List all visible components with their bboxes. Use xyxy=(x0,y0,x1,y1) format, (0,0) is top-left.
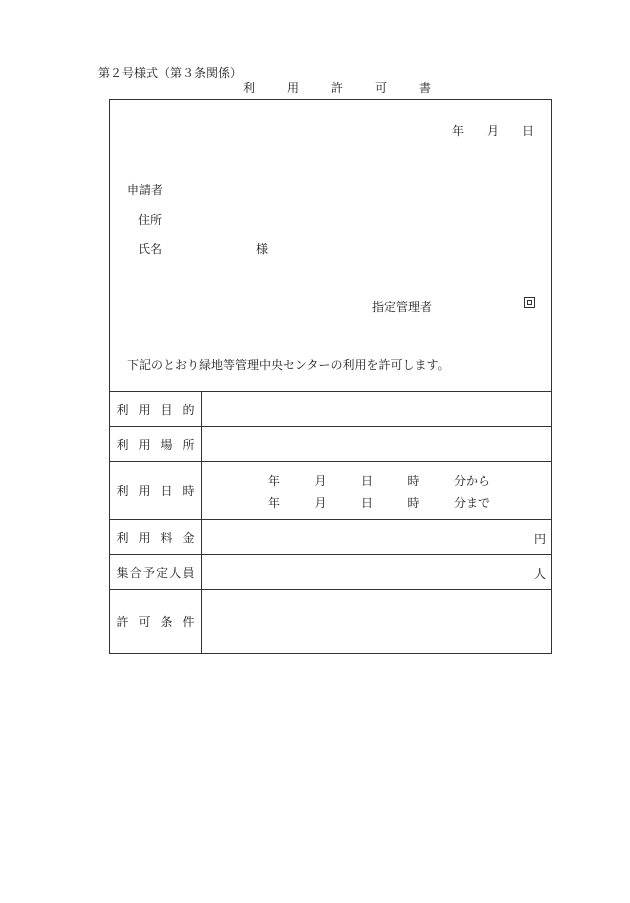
place-label: 利 用 場 所 xyxy=(116,437,195,452)
form-frame xyxy=(109,99,552,654)
fee-label: 利 用 料 金 xyxy=(116,530,195,545)
document-title xyxy=(243,79,431,96)
datetime-label: 利 用 日 時 xyxy=(116,484,195,498)
title-char: 書 xyxy=(418,81,431,95)
permission-statement: 下記のとおり緑地等管理中央センターの利用を許可します。 xyxy=(127,358,450,372)
date-day: 日 xyxy=(521,124,534,138)
table-row-attendees xyxy=(110,554,551,589)
seal-stamp-icon xyxy=(524,297,535,308)
issue-date xyxy=(452,122,534,139)
conditions-label: 許 可 条 件 xyxy=(116,615,195,629)
purpose-label: 利 用 目 的 xyxy=(116,402,195,417)
title-char: 利 xyxy=(243,81,256,95)
applicant-label: 申請者 xyxy=(127,183,164,197)
fee-unit: 円 xyxy=(533,532,546,546)
designated-manager-label: 指定管理者 xyxy=(372,300,433,314)
name-label: 氏名 xyxy=(138,242,163,256)
title-char: 用 xyxy=(286,81,299,95)
form-number-label: 第２号様式（第３条関係） xyxy=(98,66,243,80)
title-char: 可 xyxy=(374,81,387,95)
attendees-label: 集 合 予 定 人 員 xyxy=(116,565,195,580)
table-row-place xyxy=(110,426,551,461)
title-char: 許 xyxy=(330,81,343,95)
honorific: 様 xyxy=(256,242,269,256)
address-label: 住所 xyxy=(138,213,163,227)
date-year: 年 xyxy=(452,124,465,138)
table-row-fee xyxy=(110,519,551,554)
datetime-to: 年 月 日 時 分まで xyxy=(268,496,490,510)
table-row-purpose xyxy=(110,391,551,426)
date-month: 月 xyxy=(486,124,499,138)
table-row-datetime xyxy=(110,461,551,519)
datetime-from: 年 月 日 時 分から xyxy=(268,474,490,488)
table-row-conditions xyxy=(110,589,551,653)
attendees-unit: 人 xyxy=(533,567,546,581)
permit-details-table xyxy=(110,391,551,653)
